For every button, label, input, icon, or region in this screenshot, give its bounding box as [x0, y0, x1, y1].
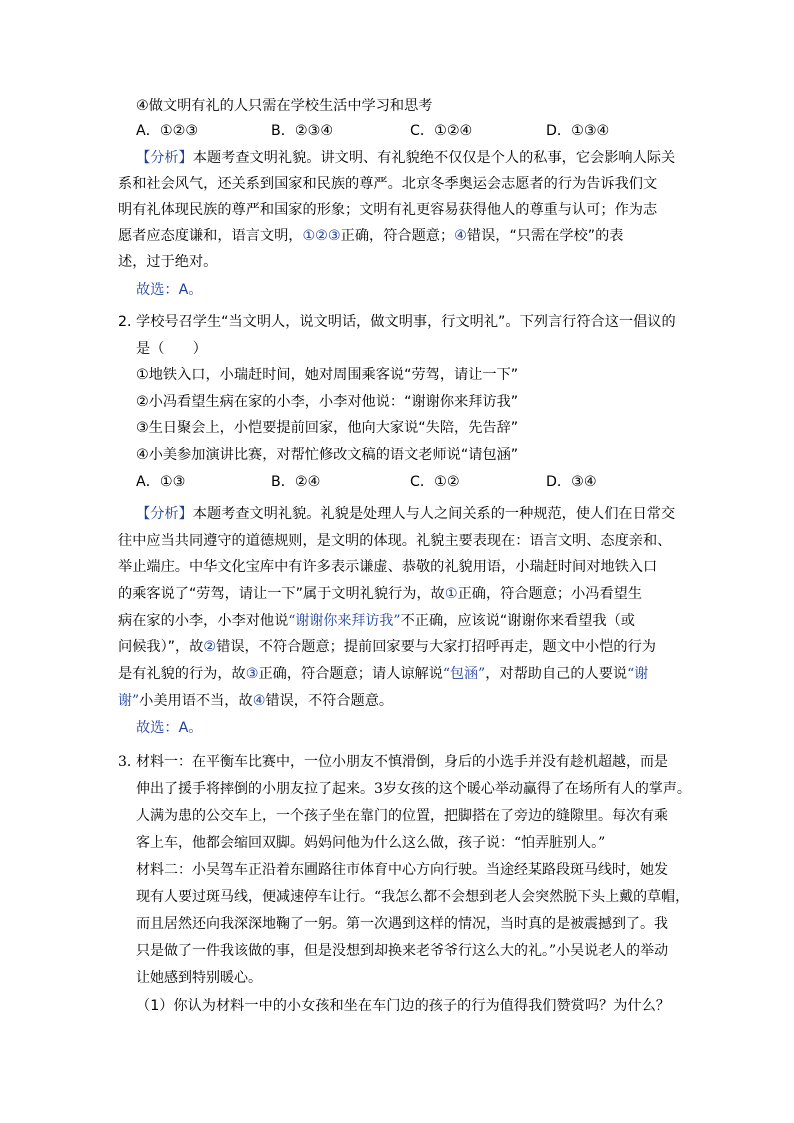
q2-option-c: C．①②	[410, 474, 460, 490]
q1-option-c: C．①②④	[410, 123, 473, 139]
q2-item-1: ①地铁入口，小瑞赶时间，她对周围乘客说“劳驾，请让一下”	[136, 367, 519, 383]
q1-option-a: A．①②③	[136, 123, 199, 139]
q1-wrong-item: ④	[454, 228, 467, 244]
q2-answer: 故选：A。	[136, 720, 203, 736]
q2-analysis-line-8: 谢”小美用语不当，故④错误，不符合题意。	[118, 693, 394, 709]
q2-item-2: ②小冯看望生病在家的小李，小李对他说：“谢谢你来拜访我”	[136, 394, 519, 410]
q2-analysis-line-2: 往中应当共同遵守的道德规则，是文明的体现。礼貌主要表现在：语言文明、态度亲和、	[118, 533, 672, 549]
q2-analysis-line-1: 【分析】本题考查文明礼貌。礼貌是处理人与人之间关系的一种规范，使人们在日常交	[136, 506, 676, 522]
q2-option-d: D．③④	[546, 474, 597, 490]
q1-analysis-tag: 【分析】	[136, 150, 193, 166]
q3-number: 3．	[118, 754, 141, 770]
q2-analysis-line-5: 病在家的小李，小李对他说“谢谢你来拜访我”不正确，应该说“谢谢你来看望我（或	[118, 613, 635, 629]
q1-analysis-line-2: 系和社会风气，还关系到国家和民族的尊严。北京冬季奥运会志愿者的行为告诉我们文	[118, 176, 658, 192]
q3-subquestion-1: （1）你认为材料一中的小女孩和坐在车门边的孩子的行为值得我们赞赏吗？为什么？	[136, 998, 670, 1014]
q2-analysis-tag: 【分析】	[136, 506, 193, 522]
q2-item-4: ④小美参加演讲比赛，对帮忙修改文稿的语文老师说“请包涵”	[136, 447, 519, 463]
q1-option-b: B．②③④	[271, 123, 334, 139]
q3-material2-line-2: 现有人要过斑马线，便减速停车让行。“我怎么都不会想到老人会突然脱下头上戴的草帽，	[136, 889, 690, 905]
q2-stem-line-2: 是（ ）	[136, 341, 207, 357]
q1-correct-items: ①②③	[302, 228, 341, 244]
q2-analysis-line-4: 的乘客说了“劳驾，请让一下”属于文明礼貌行为，故①正确，符合题意；小冯看望生	[118, 586, 643, 602]
q3-material2-line-1: 材料二：小吴驾车正沿着东圃路往市体育中心方向行驶。当途经某路段斑马线时，她发	[136, 862, 668, 878]
q2-stem-line-1: 学校号召学生“当文明人，说文明话，做文明事，行文明礼”。下列言行符合这一倡议的	[136, 314, 676, 330]
q3-material1-line-2: 伸出了援手将摔倒的小朋友拉了起来。3岁女孩的这个暖心举动赢得了在场所有人的掌声。	[136, 781, 691, 797]
q2-item-3: ③生日聚会上，小恺要提前回家，他向大家说“失陪，先告辞”	[136, 420, 519, 436]
q2-analysis-line-3: 举止端庄。中华文化宝库中有许多表示谦虚、恭敬的礼貌用语，小瑞赶时间对地铁入口	[118, 559, 658, 575]
q2-number: 2．	[118, 314, 142, 330]
q1-option-d: D．①③④	[546, 123, 610, 139]
q1-analysis-line-1: 【分析】本题考查文明礼貌。讲文明、有礼貌绝不仅仅是个人的私事，它会影响人际关	[136, 150, 676, 166]
q2-analysis-line-7: 是有礼貌的行为，故③正确，符合题意；请人谅解说“包涵”，对帮助自己的人要说“谢	[118, 666, 649, 682]
q2-option-a: A．①③	[136, 474, 186, 490]
q3-material2-line-5: 让她感到特别暖心。	[136, 970, 262, 986]
q3-material2-line-3: 而且居然还向我深深地鞠了一躬。第一次遇到这样的情况，当时真的是被震撼到了。我	[136, 916, 668, 932]
q1-analysis-line-3: 明有礼体现民族的尊严和国家的形象；文明有礼更容易获得他人的尊重与认可；作为志	[118, 202, 658, 218]
q2-analysis-line-6: 问候我）”，故②错误，不符合题意；提前回家要与大家打招呼再走，题文中小恺的行为	[118, 639, 656, 655]
q1-answer: 故选：A。	[136, 282, 203, 298]
q1-analysis-line-5: 述，过于绝对。	[118, 254, 218, 270]
q1-item-4: ④做文明有礼的人只需在学校生活中学习和思考	[136, 98, 433, 114]
q3-material1-line-3: 人满为患的公交车上，一个孩子坐在靠门的位置，把脚搭在了旁边的缝隙里。每次有乘	[136, 808, 668, 824]
q3-material1-line-4: 客上车，他都会缩回双脚。妈妈问他为什么这么做，孩子说：“怕弄脏别人。”	[136, 835, 606, 851]
q2-option-b: B．②④	[271, 474, 321, 490]
q3-material1-line-1: 材料一：在平衡车比赛中，一位小朋友不慎滑倒，身后的小选手并没有趁机超越，而是	[136, 754, 668, 770]
q1-analysis-line-4: 愿者应态度谦和，语言文明，①②③正确，符合题意；④错误，“只需在学校”的表	[118, 228, 624, 244]
q3-material2-line-4: 只是做了一件我该做的事，但是没想到却换来老爷爷行这么大的礼。”小吴说老人的举动	[136, 943, 669, 959]
